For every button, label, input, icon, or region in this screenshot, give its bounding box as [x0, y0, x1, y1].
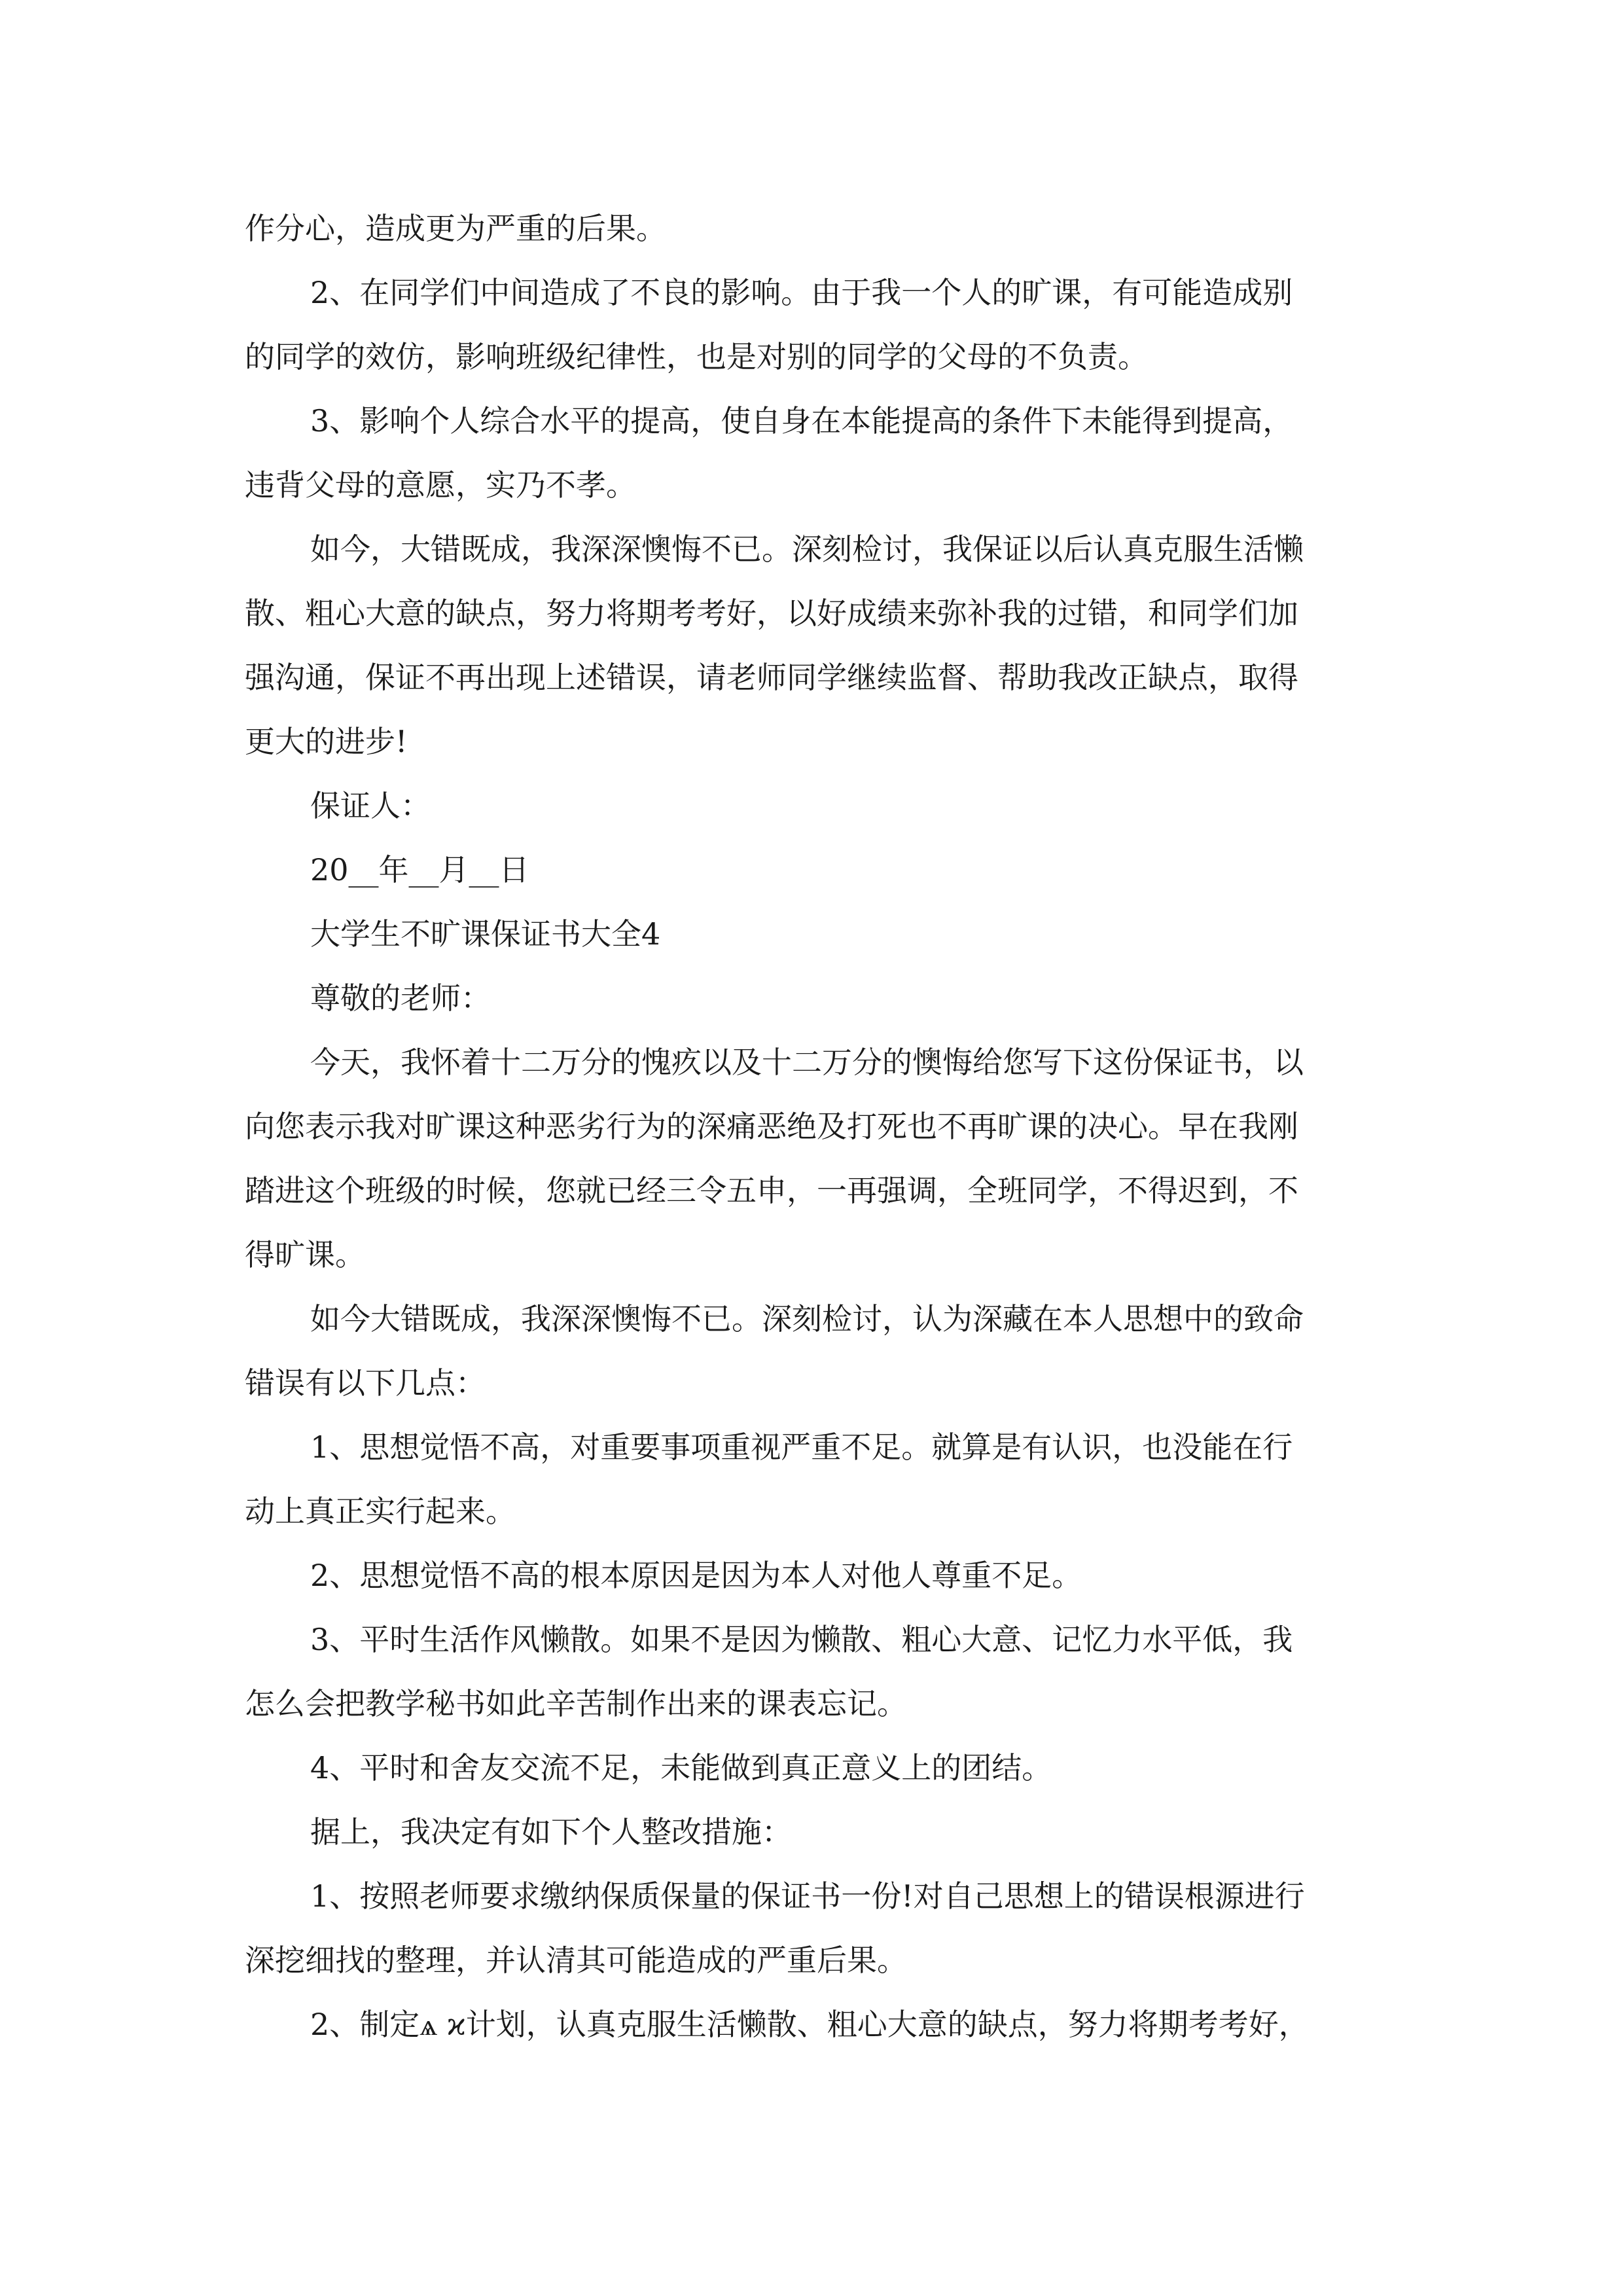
text-line: 今天，我怀着十二万分的愧疚以及十二万分的懊悔给您写下这份保证书，以: [310, 1045, 1304, 1080]
text-line: 违背父母的意愿，实乃不孝。: [245, 467, 636, 503]
text-line: 大学生不旷课保证书大全4: [310, 916, 661, 952]
text-line: 20__年__月__日: [310, 852, 529, 888]
text-line: 错误有以下几点：: [245, 1365, 486, 1401]
text-line: 1、思想觉悟不高，对重要事项重视严重不足。就算是有认识，也没能在行: [310, 1429, 1293, 1465]
text-line: 深挖细找的整理，并认清其可能造成的严重后果。: [245, 1943, 907, 1978]
text-line: 2、在同学们中间造成了不良的影响。由于我一个人的旷课，有可能造成别: [310, 275, 1293, 310]
text-line: 如今，大错既成，我深深懊悔不已。深刻检讨，我保证以后认真克服生活懒: [310, 531, 1304, 567]
text-line: 得旷课。: [245, 1237, 365, 1272]
text-line: 尊敬的老师：: [310, 980, 491, 1016]
text-line: 保证人：: [310, 788, 431, 823]
text-line: 强沟通，保证不再出现上述错误，请老师同学继续监督、帮助我改正缺点，取得: [245, 660, 1298, 695]
document-body: [245, 196, 1383, 2056]
text-line: 更大的进步!: [245, 724, 408, 759]
text-line: 动上真正实行起来。: [245, 1494, 516, 1529]
text-line: 1、按照老师要求缴纳保质保量的保证书一份!对自己思想上的错误根源进行: [310, 1878, 1305, 1914]
text-line: 3、平时生活作风懒散。如果不是因为懒散、粗心大意、记忆力水平低，我: [310, 1622, 1293, 1657]
text-line: 如今大错既成，我深深懊悔不已。深刻检讨，认为深藏在本人思想中的致命: [310, 1301, 1304, 1336]
text-line: 作分心，造成更为严重的后果。: [245, 211, 666, 246]
text-line: 的同学的效仿，影响班级纪律性，也是对别的同学的父母的不负责。: [245, 339, 1148, 374]
text-line: 怎么会把教学秘书如此辛苦制作出来的课表忘记。: [245, 1686, 907, 1721]
text-line: 2、思想觉悟不高的根本原因是因为本人对他人尊重不足。: [310, 1558, 1082, 1593]
text-line: 向您表示我对旷课这种恶劣行为的深痛恶绝及打死也不再旷课的决心。早在我刚: [245, 1109, 1298, 1144]
text-line: 3、影响个人综合水平的提高，使自身在本能提高的条件下未能得到提高，: [310, 403, 1293, 439]
text-line: 4、平时和舍友交流不足，未能做到真正意义上的团结。: [310, 1750, 1052, 1785]
text-line: 踏进这个班级的时候，您就已经三令五申，一再强调，全班同学，不得迟到，不: [245, 1173, 1298, 1208]
text-line: 2、制定ѧ ϰ计划，认真克服生活懒散、粗心大意的缺点，努力将期考考好，: [310, 2007, 1309, 2042]
text-line: 散、粗心大意的缺点，努力将期考考好，以好成绩来弥补我的过错，和同学们加: [245, 596, 1298, 631]
text-line: 据上，我决定有如下个人整改措施：: [310, 1814, 792, 1850]
